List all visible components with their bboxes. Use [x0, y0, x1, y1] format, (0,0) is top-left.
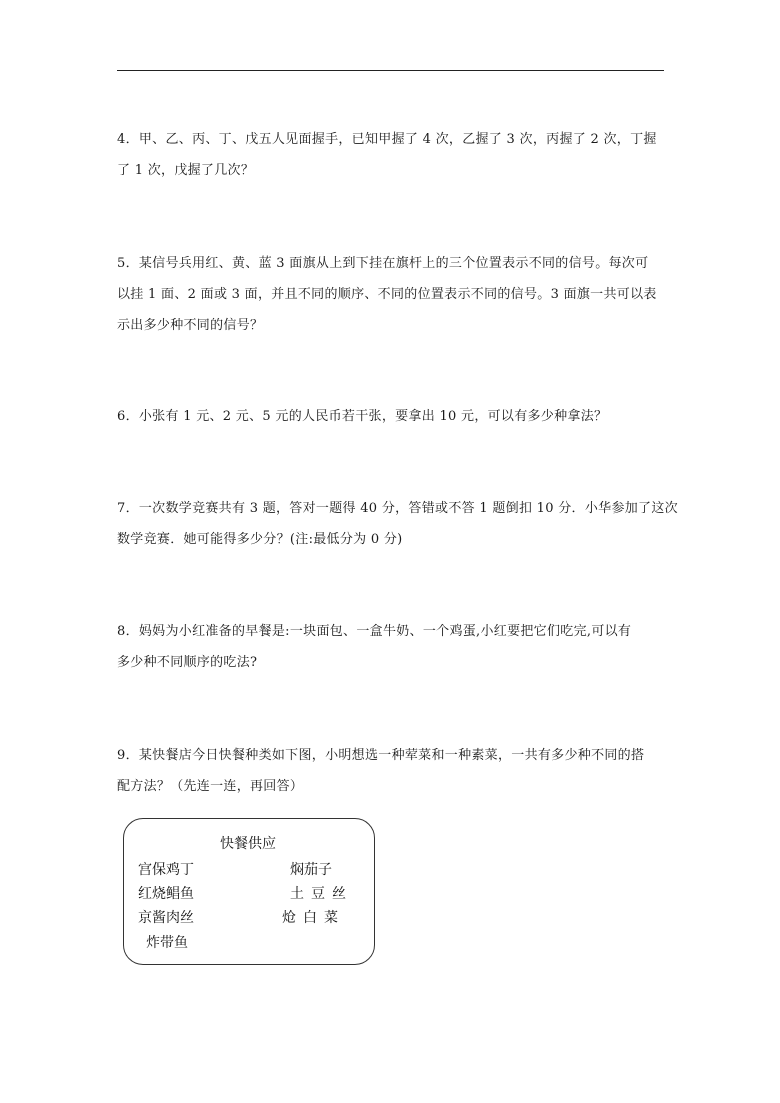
- veg-dish: 土豆丝: [290, 886, 353, 902]
- question-line: 多少种不同顺序的吃法?: [117, 655, 258, 670]
- question-line: 配方法？（先连一连，再回答）: [117, 779, 304, 794]
- question-line: 示出多少种不同的信号？: [117, 318, 264, 333]
- question-line: 9．某快餐店今日快餐种类如下图，小明想选一种荤菜和一种素菜，一共有多少种不同的搭: [117, 748, 645, 763]
- question-line: 7．一次数学竞赛共有 3 题，答对一题得 40 分，答错或不答 1 题倒扣 10 分．小华参加了这次: [117, 501, 678, 516]
- question-line: 8．妈妈为小红准备的早餐是:一块面包、一盒牛奶、一个鸡蛋,小红要把它们吃完,可以有: [117, 624, 632, 639]
- meat-dish: 宫保鸡丁: [138, 862, 194, 878]
- question-4: [117, 124, 665, 186]
- veg-dish: 焖茄子: [290, 862, 332, 878]
- header-rule: [117, 70, 664, 71]
- menu-box: [123, 818, 375, 965]
- veg-dish: 炝白菜: [282, 910, 345, 926]
- meat-dish: 红烧鲳鱼: [138, 886, 194, 902]
- question-line: 以挂 1 面、2 面或 3 面，并且不同的顺序、不同的位置表示不同的信号。3 面旗一共可以表: [117, 287, 657, 302]
- question-7: [117, 493, 678, 555]
- question-line: 了 1 次，戊握了几次？: [117, 163, 255, 178]
- question-6: [117, 401, 665, 432]
- question-8: [117, 616, 665, 678]
- question-9: [117, 740, 665, 802]
- question-line: 6．小张有 1 元、2 元、5 元的人民币若干张，要拿出 10 元，可以有多少种拿法？: [117, 409, 608, 424]
- question-line: 数学竞赛．她可能得多少分？(注:最低分为 0 分): [117, 532, 403, 547]
- question-line: 5．某信号兵用红、黄、蓝 3 面旗从上到下挂在旗杆上的三个位置表示不同的信号。每次可: [117, 256, 649, 271]
- meat-dish: 京酱肉丝: [138, 910, 194, 926]
- question-5: [117, 248, 665, 341]
- menu-title: 快餐供应: [220, 836, 276, 852]
- question-line: 4．甲、乙、丙、丁、戊五人见面握手，已知甲握了 4 次，乙握了 3 次，丙握了 2 次，丁握: [117, 132, 657, 147]
- meat-dish: 炸带鱼: [146, 935, 188, 951]
